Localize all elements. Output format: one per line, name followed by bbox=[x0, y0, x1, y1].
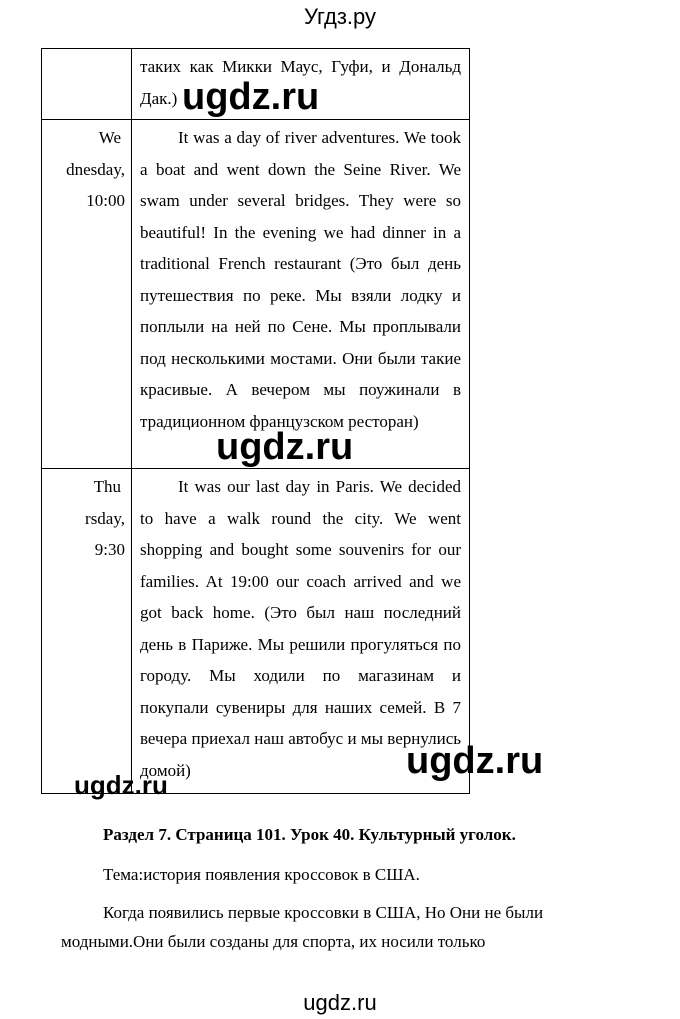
watermark: ugdz.ru bbox=[74, 770, 168, 800]
topic-line: Тема:история появления кроссовок в США. bbox=[103, 865, 420, 884]
day-name-part1: We bbox=[98, 128, 121, 147]
table-row bbox=[42, 120, 470, 469]
entry-text: It was a day of river adventures. We took a boat and went down the Seine River. We swam under several bridges. They were so beautiful! In the evening we had dinner in a traditional French restaurant (Это был день путешествия по реке. Мы взяли лодку и поплыли на ней по Сене. Мы проплывали под несколькими мостами. Они были такие красивые. А вечером мы поужинали в традиционном французском ресторан) bbox=[140, 128, 461, 431]
day-name-part1: Thu bbox=[93, 477, 121, 496]
day-name-part2: rsday, bbox=[85, 508, 125, 528]
section-title: Раздел 7. Страница 101. Урок 40. Культурный уголок. bbox=[103, 825, 516, 844]
day-name-part2: dnesday, bbox=[66, 159, 125, 179]
day-time: 10:00 bbox=[86, 191, 125, 210]
diary-table bbox=[41, 48, 470, 794]
watermark: ugdz.ru bbox=[406, 740, 544, 782]
site-footer: ugdz.ru bbox=[303, 990, 377, 1015]
day-cell bbox=[42, 49, 132, 120]
entry-cell bbox=[132, 120, 470, 469]
entry-text: таких как Микки Маус, Гуфи, и Дональд Дак.) bbox=[140, 57, 461, 108]
day-cell bbox=[42, 469, 132, 794]
watermark: ugdz.ru bbox=[216, 426, 354, 468]
watermark: ugdz.ru bbox=[182, 76, 320, 118]
paragraph-line: модными.Они были созданы для спорта, их носили только bbox=[61, 932, 486, 951]
day-cell bbox=[42, 120, 132, 469]
paragraph-line: Когда появились первые кроссовки в США, Но Они не были bbox=[103, 903, 544, 922]
site-header: Угдз.ру bbox=[303, 4, 377, 29]
entry-text: It was our last day in Paris. We decided to have a walk round the city. We went shopping and bought some souvenirs for our families. At 19:00 our coach arrived and we got back home. (Это был наш последний день в Париже. Мы решили прогуляться по городу. Мы ходили по магазинам и покупали сувениры для наших семей. В 7 вечера приехал наш автобус и мы вернулись домой) bbox=[140, 477, 461, 780]
day-time: 9:30 bbox=[94, 540, 125, 559]
